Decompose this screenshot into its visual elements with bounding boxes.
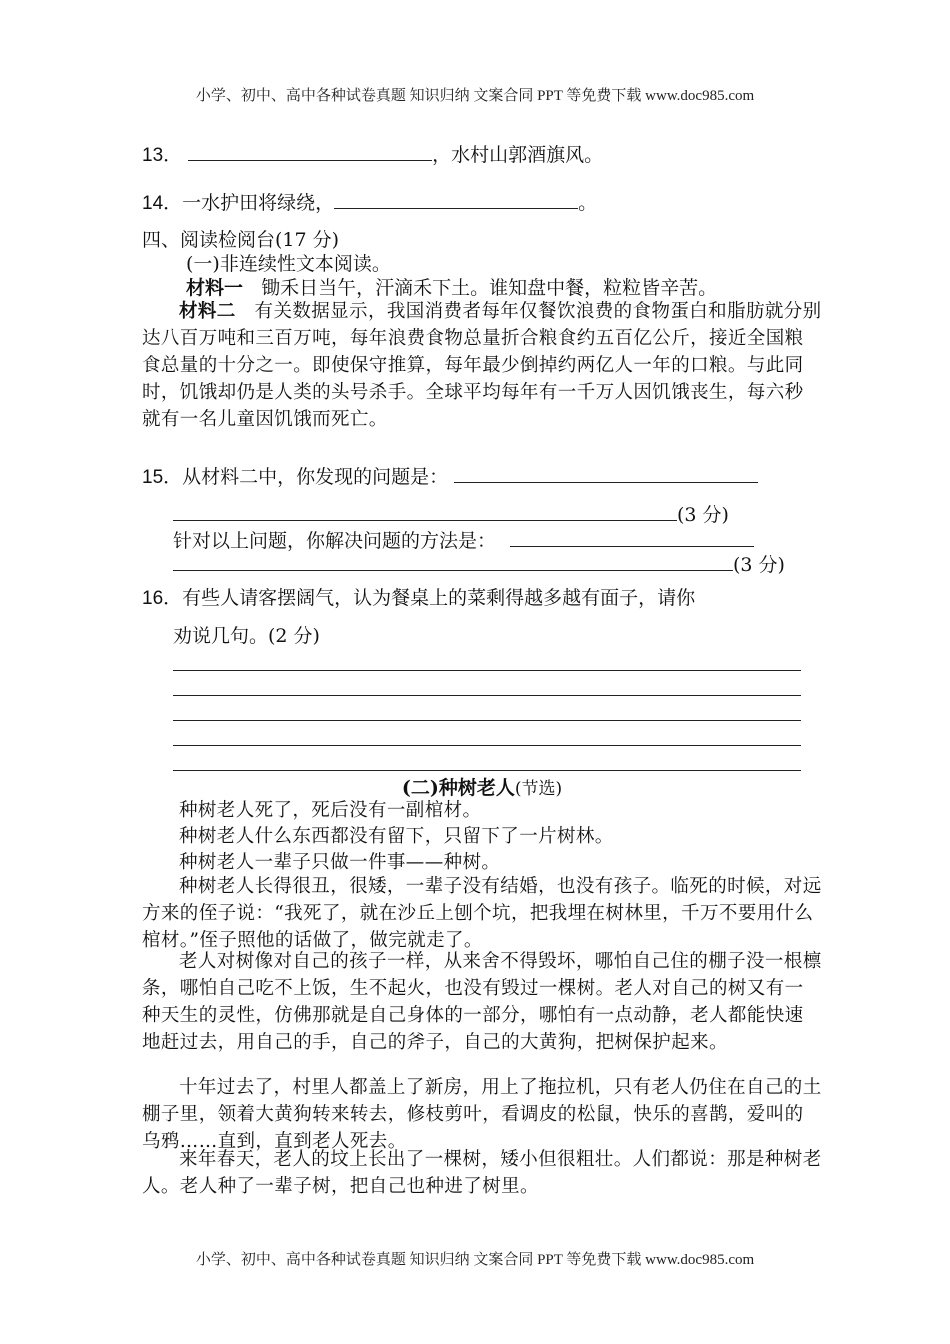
- story-paragraph: 种树老人长得很丑，很矮，一辈子没有结婚，也没有孩子。临死的时候，对远方来的侄子说：“我死了，就在沙丘上刨个坑，把我埋在树林里，千万不要用什么棺材。”侄子照他的话做了，做完就走了。: [142, 876, 822, 951]
- answer-line[interactable]: [173, 745, 801, 746]
- material-label: 材料二: [179, 301, 236, 322]
- material-1: [186, 276, 717, 300]
- story-paragraph: 十年过去了，村里人都盖上了新房，用上了拖拉机，只有老人仍住在自己的土棚子里，领着大黄狗转来转去，修枝剪叶，看调皮的松鼠，快乐的喜鹊，爱叫的乌鸦……直到，直到老人死去。: [142, 1077, 822, 1152]
- section-title: 四、阅读检阅台(17 分): [142, 229, 340, 251]
- answer-blank[interactable]: [173, 550, 733, 571]
- answer-blank[interactable]: [334, 188, 578, 209]
- question-15-line2: [173, 500, 729, 527]
- page-footer: 小学、初中、高中各种试卷真题 知识归纳 文案合同 PPT 等免费下载 www.doc985.com: [195, 1252, 755, 1268]
- question-16: [142, 586, 695, 611]
- question-number: 15．: [142, 467, 183, 488]
- question-text: ，水村山郭酒旗风。: [432, 144, 604, 166]
- question-text: 针对以上问题，你解决问题的方法是：: [173, 530, 497, 552]
- material-2: [142, 298, 822, 433]
- question-14: [142, 188, 597, 216]
- question-13: [142, 140, 603, 168]
- question-text: 从材料二中，你发现的问题是：: [182, 466, 449, 488]
- page-header: 小学、初中、高中各种试卷真题 知识归纳 文案合同 PPT 等免费下载 www.doc985.com: [195, 88, 755, 104]
- story-title-note: (节选): [514, 779, 563, 799]
- material-label: 材料一: [186, 277, 244, 299]
- question-15-line4: [173, 550, 785, 577]
- story-title-text: (二)种树老人: [401, 777, 515, 799]
- story-paragraph: 种树老人死了，死后没有一副棺材。: [179, 800, 482, 821]
- answer-line[interactable]: [173, 670, 801, 671]
- question-number: 16．: [142, 588, 183, 609]
- answer-line[interactable]: [173, 770, 801, 771]
- story-paragraph: 来年春天，老人的坟上长出了一棵树，矮小但很粗壮。人们都说：那是种树老人。老人种了一辈子树，把自己也种进了树里。: [142, 1149, 822, 1197]
- answer-blank[interactable]: [510, 526, 754, 547]
- material-text: 有关数据显示，我国消费者每年仅餐饮浪费的食物蛋白和脂肪就分别达八百万吨和三百万吨，每年浪费食物总量折合粮食约五百亿公斤，接近全国粮食总量的十分之一。即使保守推算，每年最少倒掉约两亿人一年的口粮。与此同时，饥饿却仍是人类的头号杀手。全球平均每年有一千万人因饥饿丧生，每六秒就有一名儿童因饥饿而死亡。: [142, 301, 822, 430]
- score: (3 分): [733, 554, 785, 576]
- question-15: [142, 462, 758, 490]
- question-15-line3: [173, 526, 754, 553]
- story-paragraph: 老人对树像对自己的孩子一样，从来舍不得毁坏，哪怕自己住的棚子没一根檩条，哪怕自己吃不上饭，生不起火，也没有毁过一棵树。老人对自己的树又有一种天生的灵性，仿佛那就是自己身体的一部分，哪怕有一点动静，老人都能快速地赶过去，用自己的手，自己的斧子，自己的大黄狗，把树保护起来。: [142, 951, 822, 1053]
- question-text: 有些人请客摆阔气，认为餐桌上的菜剩得越多越有面子，请你: [182, 587, 696, 609]
- score: (3 分): [677, 504, 729, 526]
- subsection-title: (一)非连续性文本阅读。: [186, 253, 391, 275]
- question-text-end: 。: [578, 192, 598, 214]
- question-number: 14．: [142, 193, 183, 214]
- question-text: 一水护田将绿绕，: [182, 192, 335, 214]
- story-paragraph: 种树老人什么东西都没有留下，只留下了一片树林。: [179, 826, 614, 847]
- question-number: 13．: [142, 145, 183, 166]
- story-title: [142, 773, 822, 800]
- answer-blank[interactable]: [188, 140, 432, 161]
- answer-line[interactable]: [173, 695, 801, 696]
- answer-line[interactable]: [173, 720, 801, 721]
- story-paragraph: 种树老人一辈子只做一件事——种树。: [179, 852, 501, 873]
- answer-blank[interactable]: [454, 462, 758, 483]
- answer-blank[interactable]: [173, 500, 677, 521]
- material-text: 锄禾日当午，汗滴禾下土。谁知盘中餐，粒粒皆辛苦。: [261, 277, 718, 299]
- question-16-line2: 劝说几句。(2 分): [173, 625, 320, 647]
